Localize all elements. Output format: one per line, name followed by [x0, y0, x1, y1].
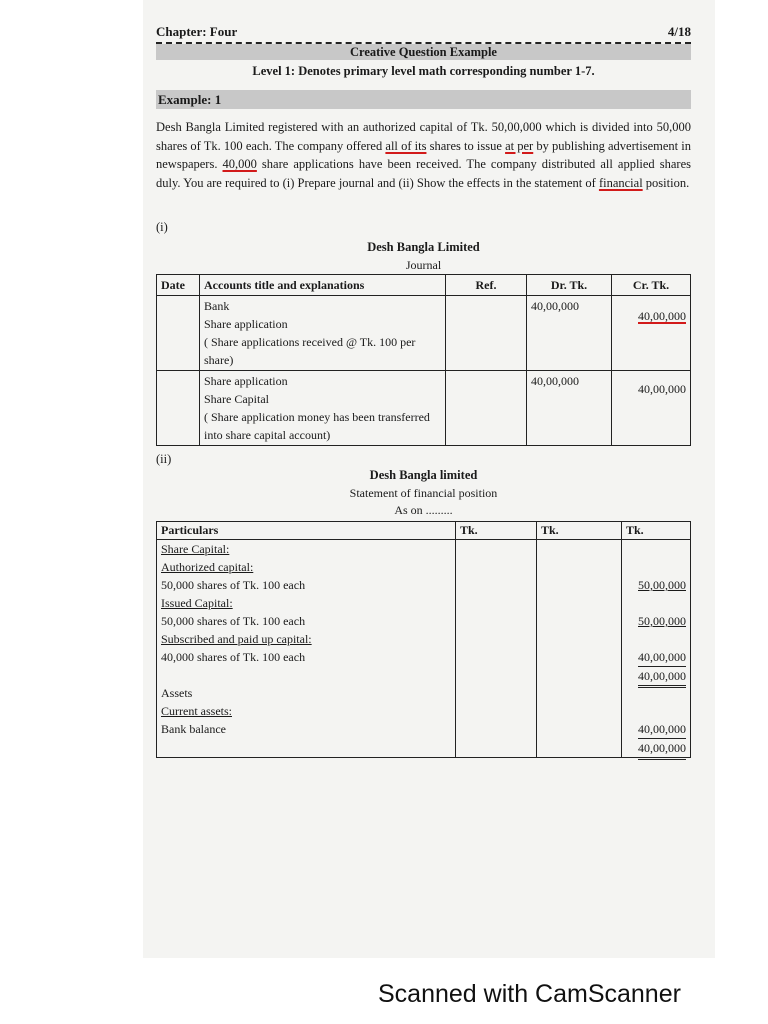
entry-1-cr-amount: 40,00,000	[638, 309, 686, 323]
col-tk-1: Tk.	[456, 522, 537, 540]
entry-1-date	[157, 296, 200, 371]
entry-2-ref	[446, 371, 527, 446]
entry-2-cr-amount: 40,00,000	[638, 382, 686, 396]
sfp-subtitle: Statement of financial position	[349, 486, 498, 500]
entry-2-dr	[527, 371, 612, 446]
subscribed-amount: 40,00,000	[638, 650, 686, 664]
sfp-company-name: Desh Bangla limited	[369, 468, 478, 482]
issued-capital-heading: Issued Capital:	[161, 596, 233, 610]
entry-1-dr	[527, 296, 612, 371]
col-ref: Ref.	[446, 275, 527, 296]
entry-1-cr	[612, 296, 691, 371]
example-label: Example: 1	[158, 92, 222, 107]
entry-1-ref	[446, 296, 527, 371]
blank-line-1	[626, 540, 686, 558]
sfp-tk1-cell	[456, 540, 537, 758]
subscribed-amount-line	[626, 648, 686, 666]
sfp-header-row	[157, 522, 691, 540]
part-ii-label: (ii)	[156, 452, 172, 466]
section-title-bar	[156, 44, 691, 60]
journal-subtitle: Journal	[405, 258, 442, 272]
entry-2-dr-amount: 40,00,000	[531, 374, 579, 388]
underlined-phrase-2: at per	[505, 138, 534, 153]
entry-1-accounts	[200, 296, 446, 371]
entry-2-credit: Share Capital	[204, 392, 269, 406]
journal-company-name: Desh Bangla Limited	[367, 240, 480, 254]
assets-heading: Assets	[161, 686, 193, 700]
col-date: Date	[157, 275, 200, 296]
sfp-date-line: As on .........	[394, 503, 453, 517]
authorized-capital-heading: Authorized capital:	[161, 560, 254, 574]
entry-2-narration: ( Share application money has been transferred into share capital account)	[204, 410, 430, 442]
entry-1-narration: ( Share applications received @ Tk. 100 per share)	[204, 335, 416, 367]
blank-line-6	[626, 702, 686, 720]
sfp-particulars-cell	[157, 540, 456, 758]
journal-table	[156, 274, 691, 446]
chapter-header	[156, 22, 691, 44]
blank-line-2	[626, 558, 686, 576]
entry-1-dr-amount: 40,00,000	[531, 299, 579, 313]
sfp-tk3-cell	[622, 540, 691, 758]
problem-text-5: position.	[642, 175, 690, 190]
col-tk-2: Tk.	[537, 522, 622, 540]
underlined-phrase-3: 40,000	[222, 157, 257, 171]
camscanner-watermark: Scanned with CamScanner	[378, 980, 681, 1008]
underlined-phrase-1: all of its	[385, 138, 427, 153]
entry-1-debit: Bank	[204, 299, 230, 313]
sfp-table	[156, 521, 691, 758]
journal-entry-2	[157, 371, 691, 446]
level-description: Level 1: Denotes primary level math corresponding number 1-7.	[252, 64, 595, 78]
bank-amount: 40,00,000	[638, 722, 686, 736]
page-number: 4/18	[667, 24, 691, 39]
bank-balance-label: Bank balance	[161, 722, 226, 736]
underlined-phrase-4: financial	[598, 175, 643, 190]
sfp-tk2-cell	[537, 540, 622, 758]
authorized-amount: 50,00,000	[638, 578, 686, 592]
journal-entry-1	[157, 296, 691, 371]
problem-text-2: shares to issue	[426, 138, 506, 153]
journal-header-row	[157, 275, 691, 296]
issued-amount: 50,00,000	[638, 614, 686, 628]
problem-text-1: Desh Bangla Limited registered with an authorized capital of Tk. 50,00,000 which is divided into 50,000 shares of Tk. 100 each. The company offered	[156, 120, 691, 153]
entry-2-date	[157, 371, 200, 446]
example-bar	[156, 90, 691, 109]
entry-2-cr	[612, 371, 691, 446]
subscribed-total: 40,00,000	[638, 666, 686, 688]
issued-amount-line	[626, 612, 686, 630]
document-page	[143, 0, 715, 958]
spacer-row	[161, 666, 451, 684]
entry-2-accounts	[200, 371, 446, 446]
spacer-row-2	[161, 738, 451, 756]
issued-capital-desc: 50,000 shares of Tk. 100 each	[161, 614, 306, 628]
current-assets-heading: Current assets:	[161, 704, 232, 718]
problem-text-3: by publishing advertisement in newspapers.	[156, 138, 692, 171]
problem-statement	[156, 118, 691, 192]
col-particulars: Particulars	[157, 522, 456, 540]
col-cr: Cr. Tk.	[612, 275, 691, 296]
entry-2-debit: Share application	[204, 374, 288, 388]
chapter-title: Chapter: Four	[156, 24, 238, 39]
blank-line-4	[626, 630, 686, 648]
subscribed-capital-heading: Subscribed and paid up capital:	[161, 632, 312, 646]
subscribed-capital-desc: 40,000 shares of Tk. 100 each	[161, 650, 306, 664]
col-dr: Dr. Tk.	[527, 275, 612, 296]
col-tk-3: Tk.	[622, 522, 691, 540]
subscribed-total-line	[626, 666, 686, 684]
problem-text-4: share applications have been received. The company distributed all applied shares duly. You are required to (i) Prepare journal and (ii) Show the effects in the statement of	[156, 157, 691, 190]
bank-amount-line	[626, 720, 686, 738]
share-capital-heading: Share Capital:	[161, 542, 230, 556]
section-title: Creative Question Example	[350, 45, 497, 59]
col-accounts: Accounts title and explanations	[200, 275, 446, 296]
bank-total: 40,00,000	[638, 738, 686, 760]
entry-1-credit: Share application	[204, 317, 288, 331]
authorized-capital-desc: 50,000 shares of Tk. 100 each	[161, 578, 306, 592]
sfp-body-row	[157, 540, 691, 758]
blank-line-3	[626, 594, 686, 612]
authorized-amount-line	[626, 576, 686, 594]
bank-total-line	[626, 738, 686, 756]
part-i-label: (i)	[156, 220, 168, 234]
